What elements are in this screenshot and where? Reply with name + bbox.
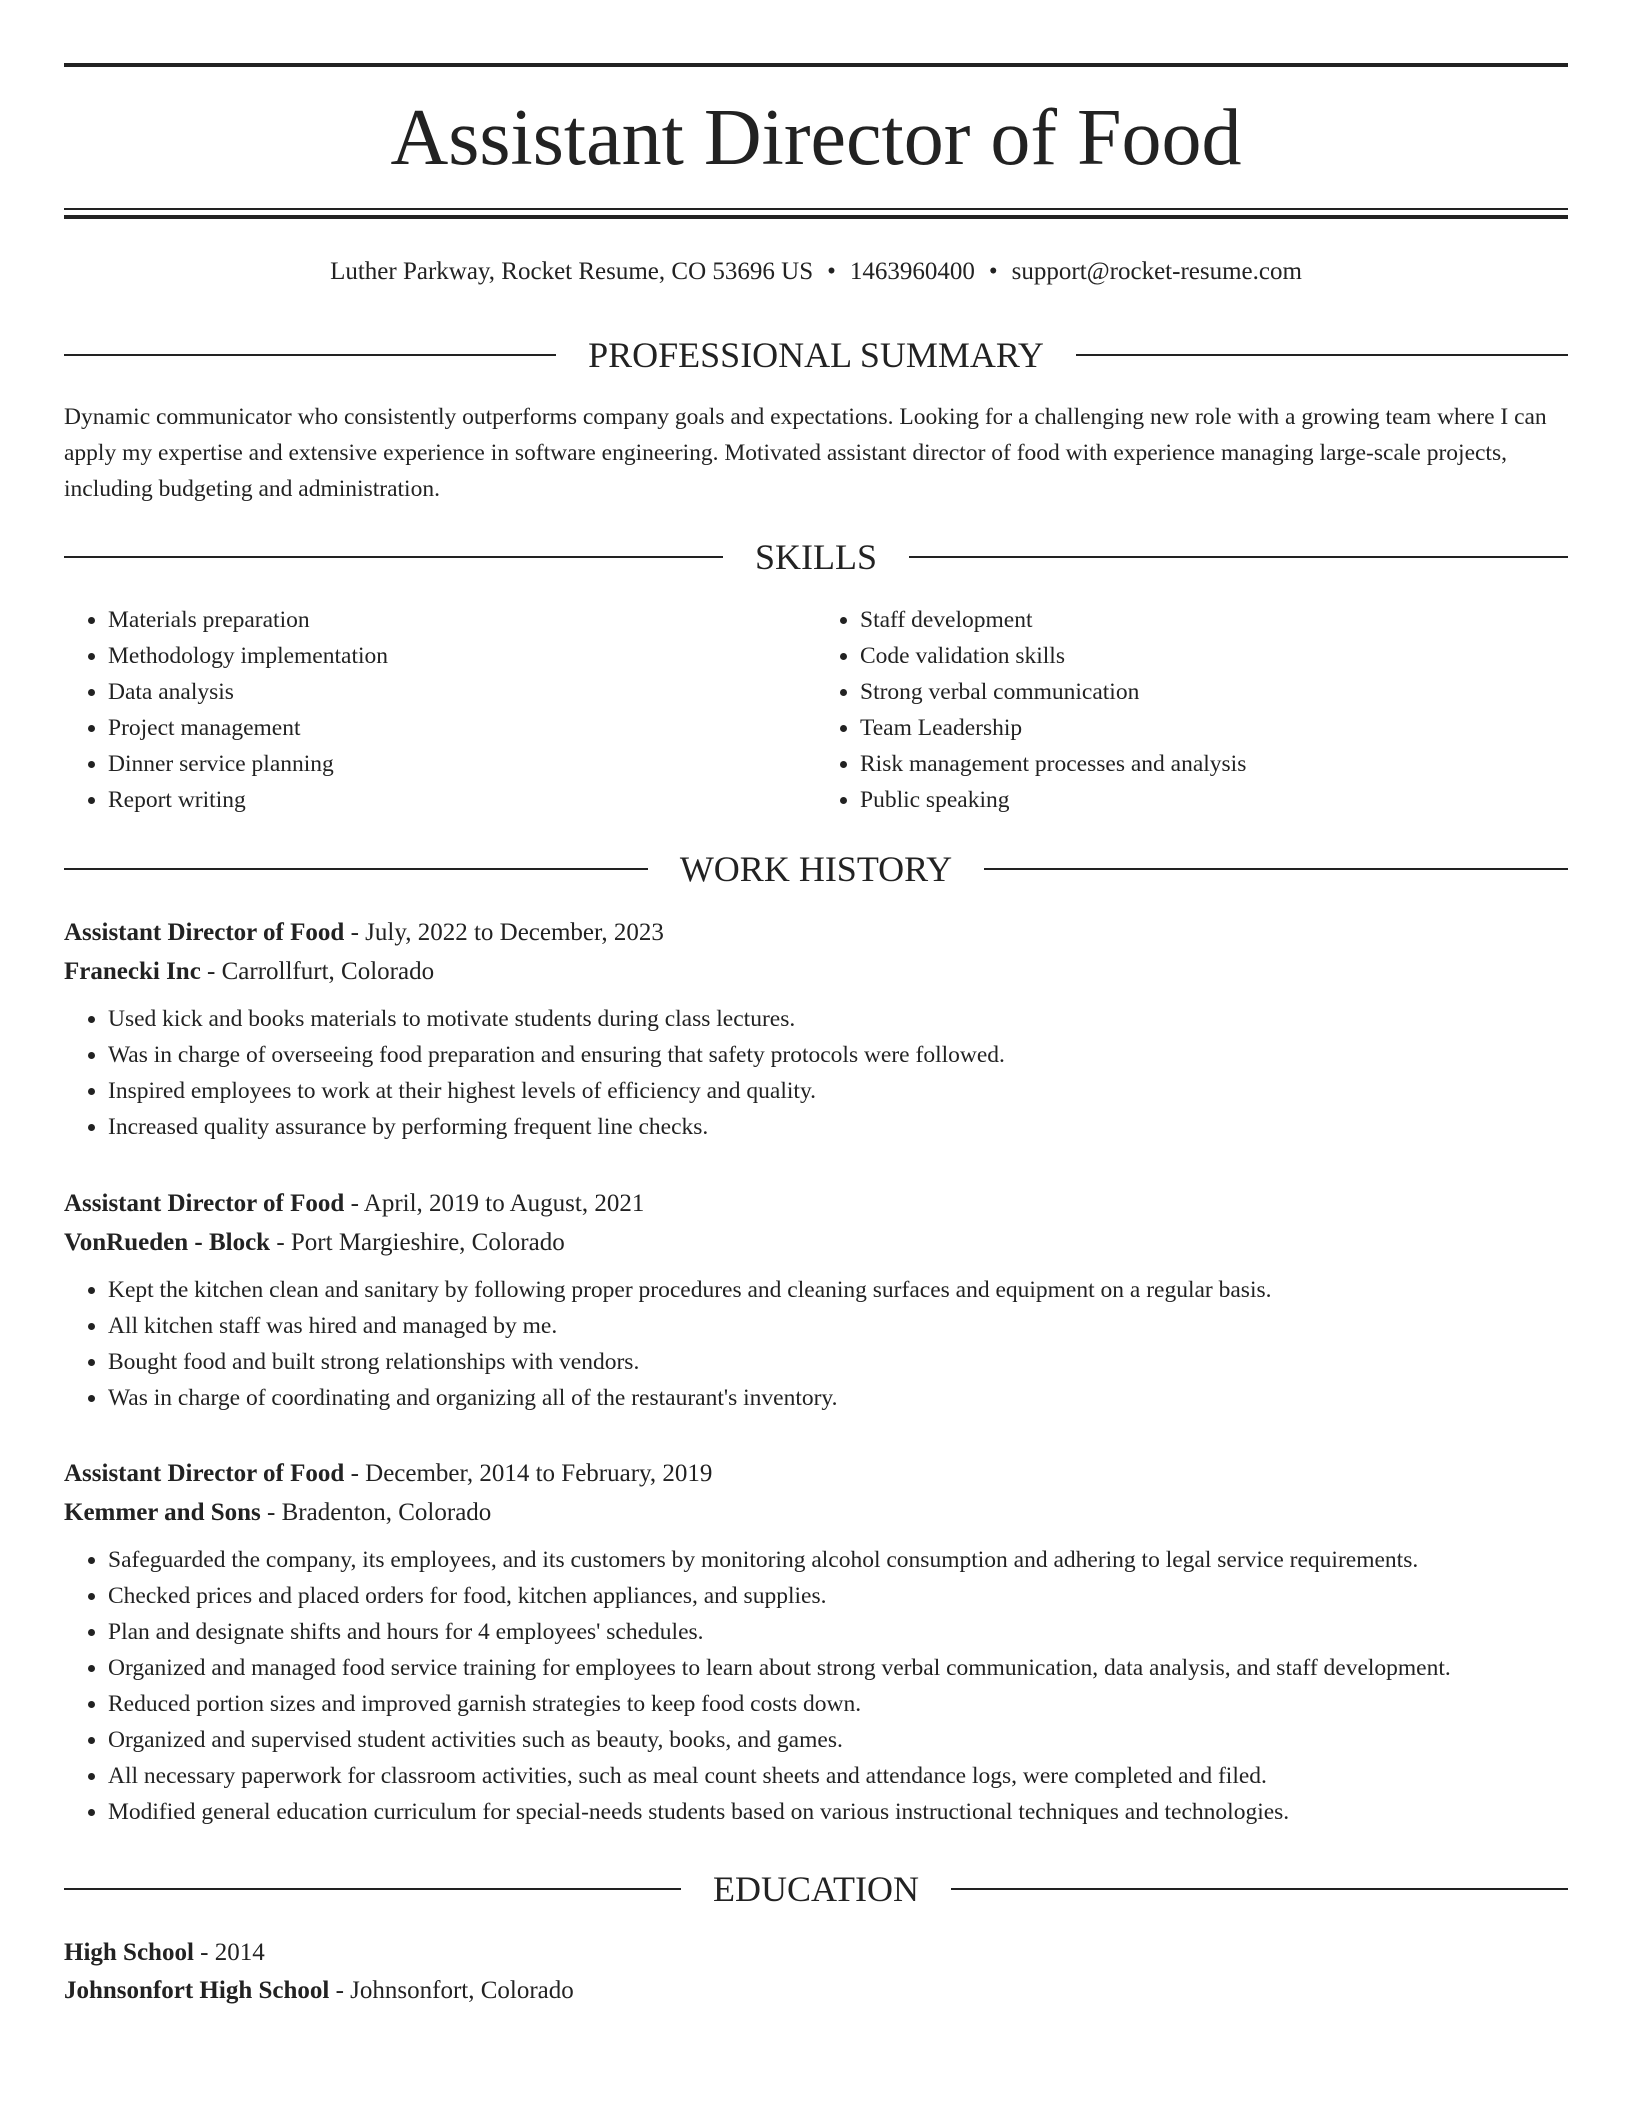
job-company-line (64, 1223, 1568, 1262)
education-location: - Johnsonfort, Colorado (329, 1977, 574, 2004)
job-company: Franecki Inc (64, 958, 201, 985)
education-school-line (64, 1972, 1568, 2010)
section-rule (1076, 354, 1568, 356)
skill-item: • Team Leadership (860, 710, 1568, 746)
job-bullet: • Organized and managed food service training for employees to learn about strong verbal communication, data analysis, and staff development. (108, 1650, 1568, 1686)
job-bullet: • Was in charge of coordinating and organizing all of the restaurant's inventory. (108, 1380, 1568, 1416)
section-rule (984, 868, 1568, 870)
skills-list (64, 602, 1568, 818)
contact-email: support@rocket-resume.com (1011, 258, 1302, 285)
job-company: Kemmer and Sons (64, 1499, 261, 1526)
job-location: - Carrollfurt, Colorado (200, 958, 435, 985)
job-bullet: • Organized and supervised student activities such as beauty, books, and games. (108, 1722, 1568, 1758)
job-company-line (64, 1493, 1568, 1532)
contact-line (64, 254, 1568, 290)
job-title-line (64, 1184, 1568, 1223)
job-title-line (64, 1454, 1568, 1493)
top-rule (64, 63, 1568, 67)
skill-item: • Strong verbal communication (860, 674, 1568, 710)
education-school: Johnsonfort High School (64, 1977, 330, 2004)
skill-item: • Methodology implementation (108, 638, 816, 674)
skill-item: • Project management (108, 710, 816, 746)
job-bullet: • Increased quality assurance by performing frequent line checks. (108, 1109, 1568, 1145)
skill-item: • Report writing (108, 782, 816, 818)
contact-address: Luther Parkway, Rocket Resume, CO 53696 US (330, 258, 814, 285)
job-dates: - July, 2022 to December, 2023 (344, 919, 664, 946)
skill-item: • Staff development (860, 602, 1568, 638)
job-title: Assistant Director of Food (64, 1190, 345, 1217)
skills-column-right (816, 602, 1568, 818)
section-rule (64, 354, 556, 356)
job-bullet: • All kitchen staff was hired and managed by me. (108, 1308, 1568, 1344)
section-title-education: EDUCATION (713, 1869, 919, 1909)
job-bullet: • Kept the kitchen clean and sanitary by following proper procedures and cleaning surfaces and equipment on a regular basis. (108, 1272, 1568, 1308)
job-bullets (64, 1001, 1568, 1145)
section-title-summary: PROFESSIONAL SUMMARY (588, 335, 1044, 375)
section-rule (64, 556, 723, 558)
section-heading-skills (64, 535, 1568, 579)
education-year: - 2014 (193, 1939, 265, 1966)
job-bullets (64, 1272, 1568, 1416)
contact-separator: • (827, 258, 836, 285)
job-entry (64, 1454, 1568, 1830)
section-rule (64, 1888, 681, 1890)
education-degree: High School (64, 1939, 194, 1966)
job-title: Assistant Director of Food (64, 1460, 345, 1487)
section-heading-summary (64, 333, 1568, 377)
job-entry (64, 1184, 1568, 1416)
section-title-work: WORK HISTORY (679, 849, 953, 889)
skill-item: • Code validation skills (860, 638, 1568, 674)
skill-item: • Materials preparation (108, 602, 816, 638)
resume-title: Assistant Director of Food (390, 94, 1242, 182)
job-dates: - April, 2019 to August, 2021 (344, 1190, 645, 1217)
section-heading-work (64, 847, 1568, 891)
skill-item: • Risk management processes and analysis (860, 746, 1568, 782)
contact-phone: 1463960400 (849, 258, 975, 285)
job-bullet: • Plan and designate shifts and hours for 4 employees' schedules. (108, 1614, 1568, 1650)
job-bullet: • All necessary paperwork for classroom activities, such as meal count sheets and attendance logs, were completed and filed. (108, 1758, 1568, 1794)
job-company-line (64, 952, 1568, 991)
job-company: VonRueden - Block (64, 1229, 271, 1256)
skills-column-left (64, 602, 816, 818)
education-degree-line (64, 1934, 1568, 1972)
education-entry (64, 1934, 1568, 2010)
skill-item: • Dinner service planning (108, 746, 816, 782)
section-rule (909, 556, 1568, 558)
job-title: Assistant Director of Food (64, 919, 345, 946)
job-location: - Port Margieshire, Colorado (270, 1229, 565, 1256)
job-bullet: • Inspired employees to work at their highest levels of efficiency and quality. (108, 1073, 1568, 1109)
job-bullet: • Reduced portion sizes and improved garnish strategies to keep food costs down. (108, 1686, 1568, 1722)
section-rule (64, 868, 648, 870)
contact-separator: • (988, 258, 998, 285)
job-bullet: • Checked prices and placed orders for food, kitchen appliances, and supplies. (108, 1578, 1568, 1614)
summary-text: Dynamic communicator who consistently outperforms company goals and expectations. Looking for a challenging new role with a growing team where I can apply my expertise and extensive experience in software engineering. Motivated assistant director of food with experience managing large-scale projects, including budgeting and administration. (64, 404, 1547, 502)
skill-item: • Public speaking (860, 782, 1568, 818)
title-rule-thin (64, 208, 1568, 210)
job-dates: - December, 2014 to February, 2019 (344, 1460, 713, 1487)
job-bullet: • Was in charge of overseeing food preparation and ensuring that safety protocols were followed. (108, 1037, 1568, 1073)
section-title-skills: SKILLS (755, 537, 878, 577)
job-entry (64, 913, 1568, 1145)
job-title-line (64, 913, 1568, 952)
title-rule-thick (64, 215, 1568, 219)
job-bullet: • Used kick and books materials to motivate students during class lectures. (108, 1001, 1568, 1037)
job-bullets (64, 1542, 1568, 1830)
job-location: - Bradenton, Colorado (260, 1499, 492, 1526)
section-rule (951, 1888, 1568, 1890)
job-bullet: • Modified general education curriculum for special-needs students based on various instructional techniques and technologies. (108, 1794, 1568, 1830)
job-bullet: • Bought food and built strong relationships with vendors. (108, 1344, 1568, 1380)
job-bullet: • Safeguarded the company, its employees, and its customers by monitoring alcohol consumption and adhering to legal service requirements. (108, 1542, 1568, 1578)
section-heading-education (64, 1867, 1568, 1911)
skill-item: • Data analysis (108, 674, 816, 710)
